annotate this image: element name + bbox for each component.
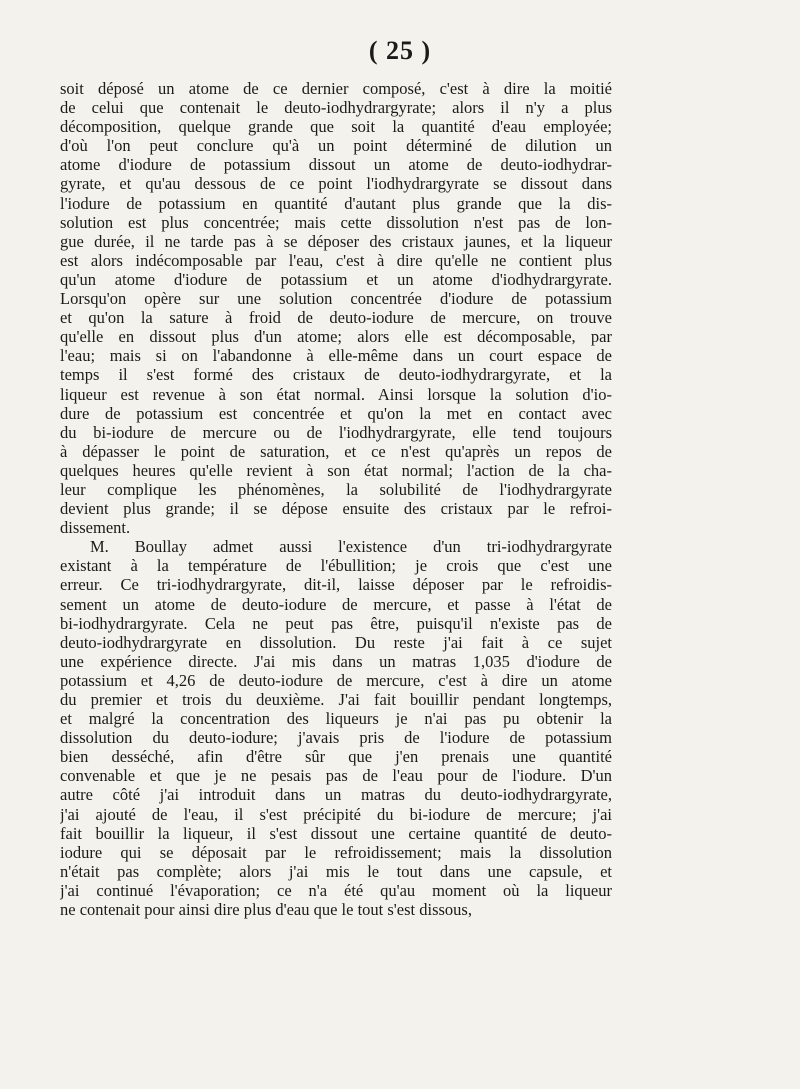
text-line: M. Boullay admet aussi l'existence d'un tri-iodhydrargyrate — [90, 537, 612, 557]
text-line: devient plus grande; il se dépose ensuite des cristaux par le refroi- — [60, 499, 612, 519]
text-line: soit déposé un atome de ce dernier composé, c'est à dire la moitié — [60, 79, 612, 98]
text-line: n'était pas complète; alors j'ai mis le tout dans une capsule, et — [60, 861, 612, 881]
text-line: convenable et que je ne pesais pas de l'eau pour de l'iodure. D'un — [60, 766, 612, 786]
text-line: existant à la température de l'ébullition; je crois que c'est une — [60, 556, 612, 576]
text-line: et malgré la concentration des liqueurs je n'ai pas pu obtenir la — [60, 709, 612, 729]
text-line: l'iodure de potassium en quantité d'autant plus grande que la dis- — [60, 193, 612, 213]
text-line: du bi-iodure de mercure ou de l'iodhydrargyrate, elle tend toujours — [60, 422, 612, 442]
text-line: atome d'iodure de potassium dissout un atome de deuto-iodhydrar- — [60, 155, 612, 175]
text-line: potassium et 4,26 de deuto-iodure de mercure, c'est à dire un atome — [60, 670, 612, 690]
text-line: est alors indécomposable par l'eau, c'est à dire qu'elle ne contient plus — [60, 250, 612, 270]
text-line: dissolution du deuto-iodure; j'avais pris de l'iodure de potassium — [60, 728, 612, 748]
text-line: dissement. — [60, 518, 131, 538]
text-line: une expérience directe. J'ai mis dans un matras 1,035 d'iodure de — [60, 651, 612, 671]
body-text — [60, 79, 612, 919]
text-line: quelques heures qu'elle revient à son état normal; l'action de la cha- — [60, 460, 612, 480]
text-line: de celui que contenait le deuto-iodhydrargyrate; alors il n'y a plus — [60, 98, 612, 118]
text-line: et qu'on la sature à froid de deuto-iodure de mercure, on trouve — [60, 308, 612, 328]
text-line: autre côté j'ai introduit dans un matras du deuto-iodhydrargyrate, — [60, 785, 612, 805]
text-line: Lorsqu'on opère sur une solution concentrée d'iodure de potassium — [60, 289, 612, 309]
page-number: ( 25 ) — [368, 36, 432, 65]
text-line: à dépasser le point de saturation, et ce n'est qu'après un repos de — [60, 441, 612, 461]
text-line: du premier et trois du deuxième. J'ai fait bouillir pendant longtemps, — [60, 690, 612, 709]
text-line: solution est plus concentrée; mais cette dissolution n'est pas de lon- — [60, 212, 612, 232]
text-line: iodure qui se déposait par le refroidissement; mais la dissolution — [60, 842, 612, 862]
text-line: bien desséché, afin d'être sûr que j'en prenais une quantité — [60, 747, 612, 767]
text-line: deuto-iodhydrargyrate en dissolution. Du reste j'ai fait à ce sujet — [60, 632, 612, 652]
text-line: fait bouillir la liqueur, il s'est dissout une certaine quantité de deuto- — [60, 823, 612, 843]
text-line: j'ai continué l'évaporation; ce n'a été qu'au moment où la liqueur — [60, 880, 612, 900]
text-line: temps il s'est formé des cristaux de deuto-iodhydrargyrate, et la — [60, 365, 612, 385]
text-line: l'eau; mais si on l'abandonne à elle-même dans un court espace de — [60, 346, 612, 366]
text-line: bi-iodhydrargyrate. Cela ne peut pas être, puisqu'il n'existe pas de — [60, 613, 612, 633]
text-line: qu'elle en dissout plus d'un atome; alors elle est décomposable, par — [60, 327, 612, 347]
text-line: qu'un atome d'iodure de potassium et un atome d'iodhydrargyrate. — [60, 269, 612, 289]
text-line: gyrate, et qu'au dessous de ce point l'iodhydrargyrate se dissout dans — [60, 174, 612, 194]
text-line: sement un atome de deuto-iodure de mercure, et passe à l'état de — [60, 594, 612, 614]
text-line: j'ai ajouté de l'eau, il s'est précipité du bi-iodure de mercure; j'ai — [60, 804, 612, 824]
paragraph — [60, 537, 612, 919]
text-line: décomposition, quelque grande que soit la quantité d'eau employée; — [60, 117, 612, 137]
text-line: leur complique les phénomènes, la solubilité de l'iodhydrargyrate — [60, 479, 612, 499]
paragraph — [60, 79, 612, 537]
text-line: ne contenait pour ainsi dire plus d'eau que le tout s'est dissous, — [60, 900, 472, 920]
text-line: gue durée, il ne tarde pas à se déposer des cristaux jaunes, et la liqueur — [60, 231, 612, 251]
text-line: liqueur est revenue à son état normal. Ainsi lorsque la solution d'io- — [60, 384, 612, 404]
text-line: erreur. Ce tri-iodhydrargyrate, dit-il, laisse déposer par le refroidis- — [60, 575, 612, 595]
text-line: d'où l'on peut conclure qu'à un point déterminé de dilution un — [60, 136, 612, 156]
text-line: dure de potassium est concentrée et qu'on la met en contact avec — [60, 403, 612, 423]
